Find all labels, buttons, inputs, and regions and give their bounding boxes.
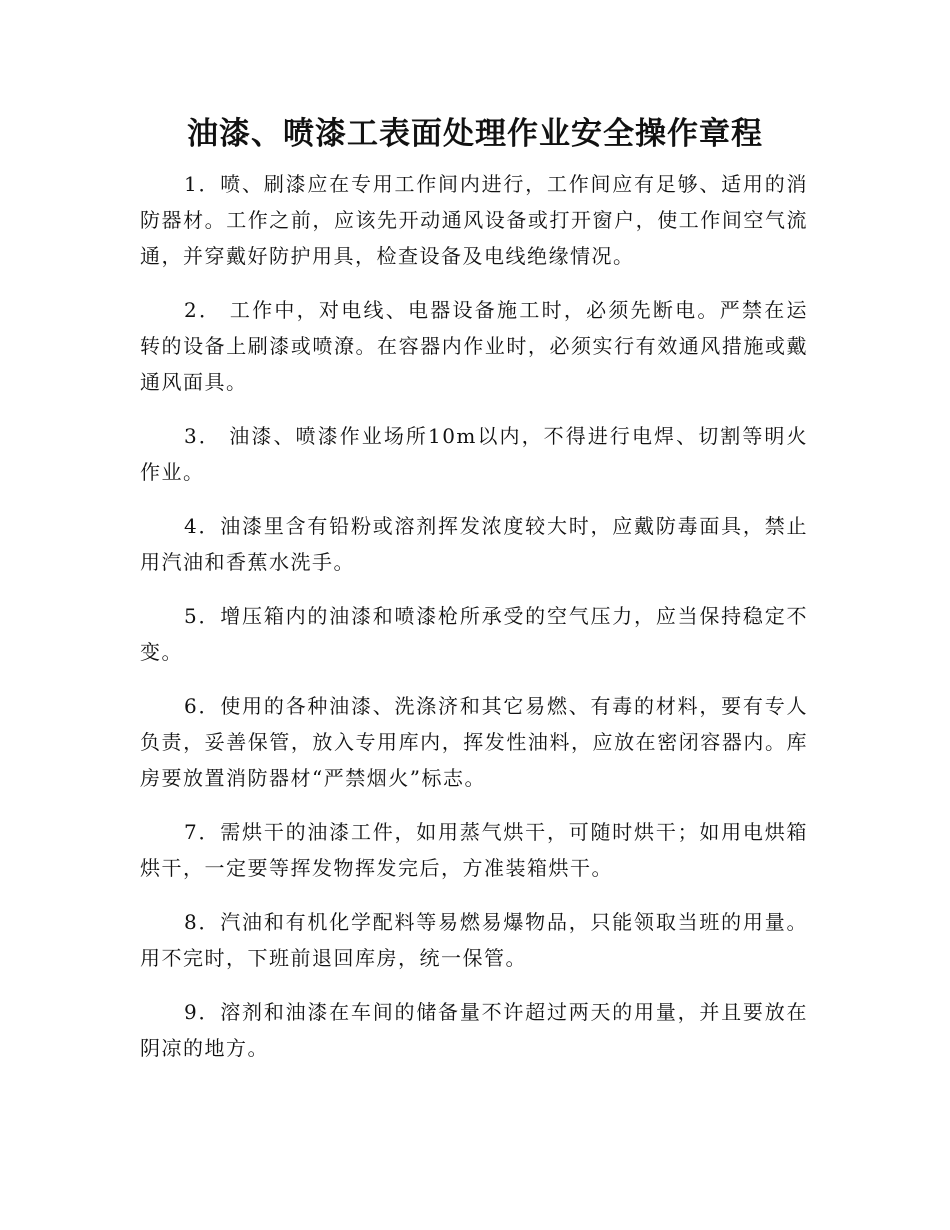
paragraph-8: 8．汽油和有机化学配料等易燃易爆物品，只能领取当班的用量。用不完时，下班前退回库房，统一保管。 [140, 910, 808, 970]
paragraph-4: 4．油漆里含有铅粉或溶剂挥发浓度较大时，应戴防毒面具，禁止用汽油和香蕉水洗手。 [140, 514, 808, 574]
document-title: 油漆、喷漆工表面处理作业安全操作章程 [187, 116, 763, 152]
paragraph-5: 5．增压箱内的油漆和喷漆枪所承受的空气压力，应当保持稳定不变。 [140, 604, 808, 664]
paragraph-3: 3． 油漆、喷漆作业场所10m以内，不得进行电焊、切割等明火作业。 [140, 424, 808, 484]
paragraph-2: 2． 工作中，对电线、电器设备施工时，必须先断电。严禁在运转的设备上刷漆或喷潦。在容器内作业时，必须实行有效通风措施或戴通风面具。 [140, 298, 808, 394]
paragraph-7: 7．需烘干的油漆工件，如用蒸气烘干，可随时烘干；如用电烘箱烘干，一定要等挥发物挥发完后，方准装箱烘干。 [140, 820, 808, 880]
paragraph-9: 9．溶剂和油漆在车间的储备量不许超过两天的用量，并且要放在阴凉的地方。 [140, 1000, 808, 1060]
paragraph-1: 1．喷、刷漆应在专用工作间内进行，工作间应有足够、适用的消防器材。工作之前，应该先开动通风设备或打开窗户，使工作间空气流通，并穿戴好防护用具，检查设备及电线绝缘情况。 [140, 172, 808, 268]
paragraph-6: 6．使用的各种油漆、洗涤济和其它易燃、有毒的材料，要有专人负责，妥善保管，放入专用库内，挥发性油料，应放在密闭容器内。库房要放置消防器材“严禁烟火”标志。 [140, 694, 808, 790]
